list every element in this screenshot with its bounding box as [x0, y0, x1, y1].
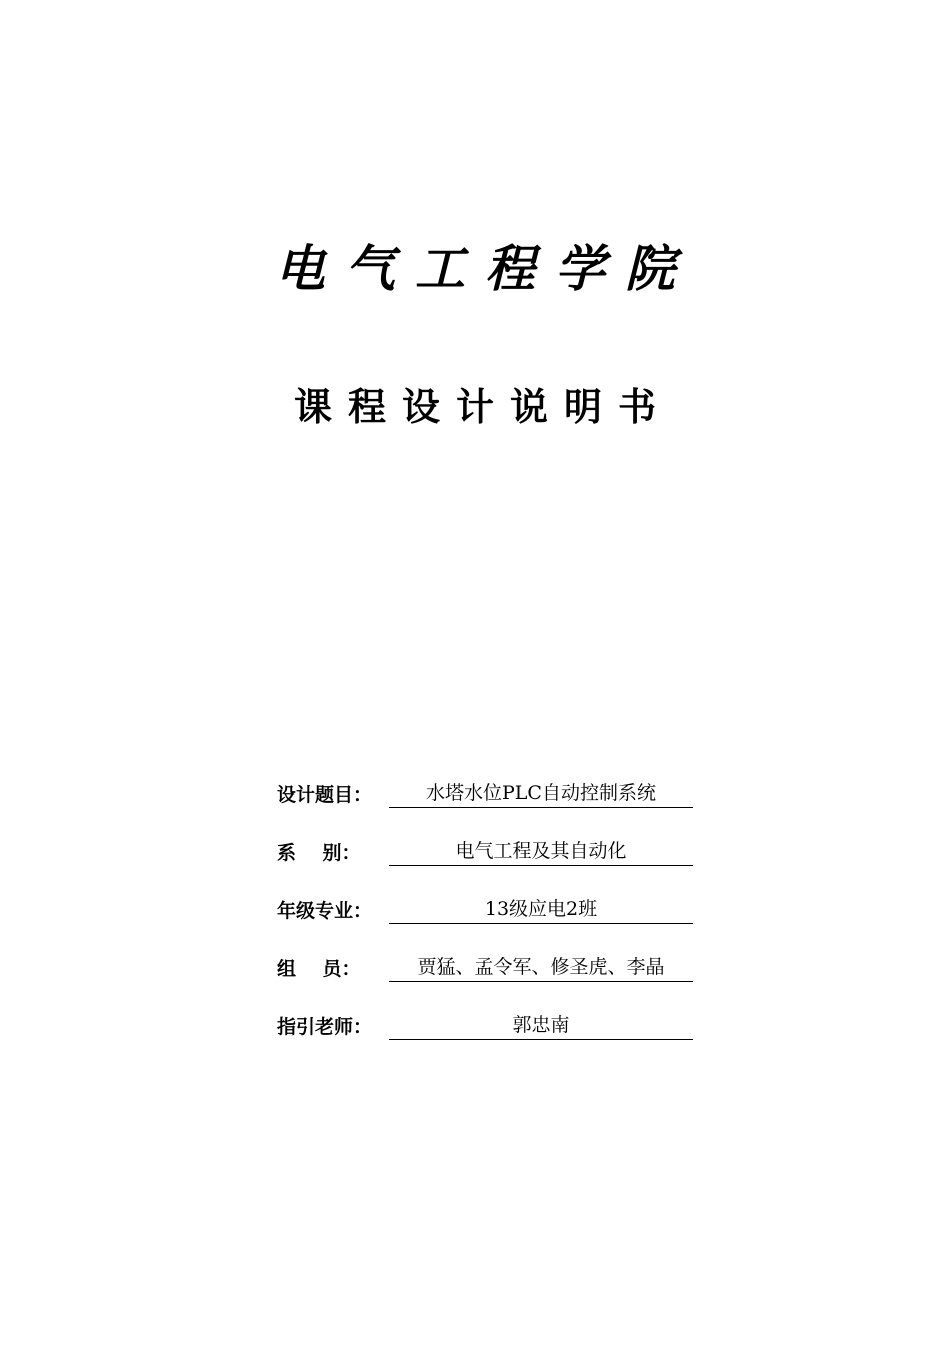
- advisor-value: 郭忠南: [389, 1012, 693, 1040]
- department-value: 电气工程及其自动化: [389, 838, 693, 866]
- design-topic-value: 水塔水位PLC自动控制系统: [389, 780, 693, 808]
- members-value: 贾猛、孟令军、修圣虎、李晶: [389, 954, 693, 982]
- info-row-grade-major: [277, 894, 693, 924]
- grade-major-label: 年级专业：: [277, 900, 373, 922]
- info-row-department: [277, 836, 693, 866]
- members-label: 组 员：: [277, 958, 361, 980]
- document-title: 课程设计说明书: [293, 385, 672, 429]
- college-name: 电气工程学院: [275, 239, 695, 298]
- info-row-design-topic: [277, 778, 693, 808]
- grade-major-value: 13级应电2班: [389, 896, 693, 924]
- info-row-members: [277, 952, 693, 982]
- design-topic-label: 设计题目：: [277, 784, 373, 806]
- department-label: 系 别：: [277, 842, 361, 864]
- advisor-label: 指引老师：: [277, 1016, 373, 1038]
- info-row-advisor: [277, 1010, 693, 1040]
